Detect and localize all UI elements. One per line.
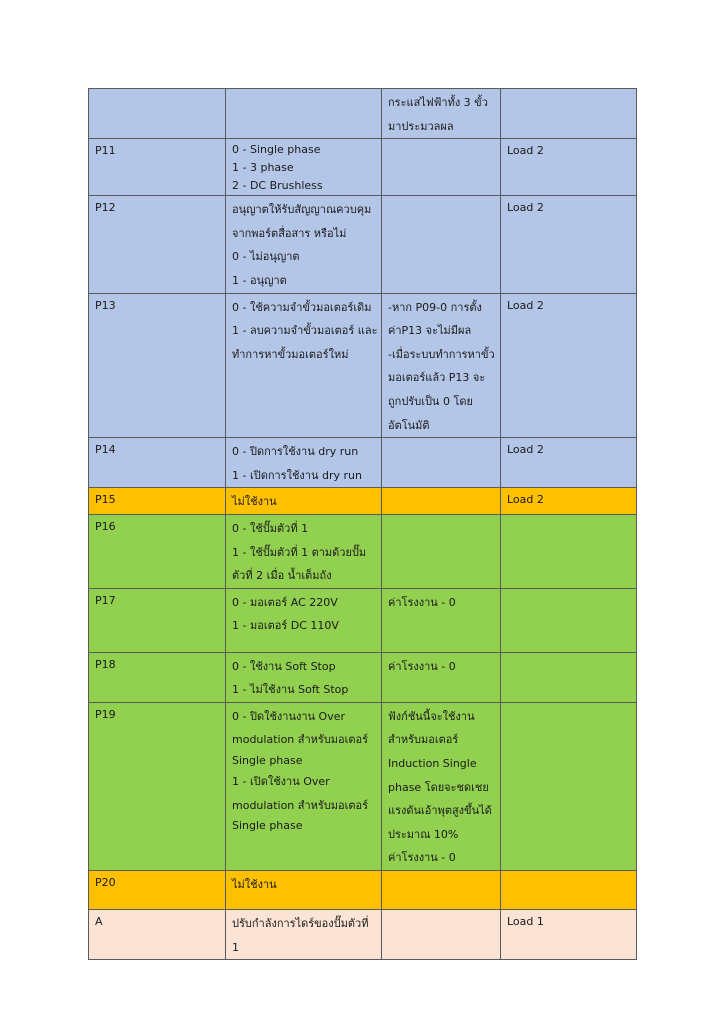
description-line: 0 - ใช้ปั๊มตัวที่ 1: [232, 521, 309, 535]
table-row: [89, 588, 637, 652]
parameter-id: P18: [95, 657, 116, 671]
description-line: ทำการหาขั้วมอเตอร์ใหม่: [232, 347, 349, 361]
parameter-id: P19: [95, 707, 116, 721]
description-line: modulation สำหรับมอเตอร์: [232, 733, 369, 747]
load-label: Load 2: [507, 493, 544, 507]
load-cell: [501, 910, 637, 960]
description-line: 1 - ลบความจำขั้วมอเตอร์ และ: [232, 324, 378, 338]
load-label: [507, 91, 630, 92]
note-cell: [382, 488, 501, 515]
description-line: 1 - เปิดการใช้งาน dry run: [232, 468, 362, 482]
parameter-id: P14: [95, 443, 116, 457]
description-cell: [226, 293, 382, 438]
load-cell: [501, 514, 637, 588]
note-line: อัตโนมัติ: [388, 418, 430, 432]
load-cell: [501, 196, 637, 293]
parameter-id: P17: [95, 593, 116, 607]
parameter-id: P13: [95, 298, 116, 312]
description-line: 0 - ใช้งาน Soft Stop: [232, 659, 336, 673]
load-cell: [501, 89, 637, 139]
parameter-id-cell: [89, 488, 226, 515]
description-line: Single phase: [232, 754, 303, 768]
description-line: 0 - มอเตอร์ AC 220V: [232, 595, 338, 609]
description-line: 1 - อนุญาต: [232, 273, 287, 287]
note-line: มาประมวลผล: [388, 119, 454, 133]
note-cell: [382, 89, 501, 139]
load-cell: [501, 293, 637, 438]
table-row: [89, 488, 637, 515]
parameter-id-cell: [89, 196, 226, 293]
description-cell: [226, 514, 382, 588]
description-line: ไม่ใช้งาน: [232, 878, 277, 892]
description-line: 2 - DC Brushless: [232, 179, 323, 193]
parameter-id-cell: [89, 702, 226, 870]
table-row: [89, 652, 637, 702]
load-cell: [501, 652, 637, 702]
description-line: Single phase: [232, 819, 303, 833]
parameter-id: P11: [95, 144, 116, 158]
description-cell: [226, 588, 382, 652]
description-line: modulation สำหรับมอเตอร์: [232, 798, 369, 812]
note-cell: [382, 652, 501, 702]
parameter-id-cell: [89, 588, 226, 652]
description-line: 0 - Single phase: [232, 143, 321, 157]
load-label: Load 1: [507, 915, 544, 929]
parameter-id: P16: [95, 519, 116, 533]
load-cell: [501, 871, 637, 910]
note-cell: [382, 910, 501, 960]
note-line: มอเตอร์แล้ว P13 จะ: [388, 371, 486, 385]
note-cell: [382, 514, 501, 588]
note-line: phase โดยจะชดเชย: [388, 780, 489, 794]
load-label: [507, 591, 630, 592]
load-cell: [501, 438, 637, 488]
description-line: อนุญาตให้รับสัญญาณควบคุม: [232, 203, 372, 217]
parameter-id-cell: [89, 871, 226, 910]
parameter-id-cell: [89, 89, 226, 139]
note-line: -หาก P09-0 การตั้ง: [388, 300, 482, 314]
note-cell: [382, 702, 501, 870]
note-line: ค่าP13 จะไม่มีผล: [388, 324, 472, 338]
note-cell: [382, 438, 501, 488]
description-cell: [226, 910, 382, 960]
note-cell: [382, 871, 501, 910]
description-line: ไม่ใช้งาน: [232, 495, 277, 509]
description-line: 0 - ใช้ความจำขั้วมอเตอร์เดิม: [232, 300, 372, 314]
description-cell: [226, 652, 382, 702]
description-line: 1 - 3 phase: [232, 161, 294, 175]
description-line: 0 - ปิดใช้งานงาน Over: [232, 709, 346, 723]
table-row: [89, 438, 637, 488]
load-label: [507, 873, 630, 874]
parameter-id: [95, 91, 219, 92]
description-cell: [226, 196, 382, 293]
description-cell: [226, 438, 382, 488]
table-row: [89, 89, 637, 139]
load-cell: [501, 139, 637, 196]
load-label: [507, 705, 630, 706]
note-line: ค่าโรงงาน - 0: [388, 851, 456, 865]
note-line: ประมาณ 10%: [388, 827, 459, 841]
note-line: ถูกปรับเป็น 0 โดย: [388, 394, 473, 408]
load-cell: [501, 702, 637, 870]
table-row: [89, 871, 637, 910]
note-line: แรงดันเอ้าพุตสูงขึ้นได้: [388, 804, 492, 818]
description-line: ปรับกำลังการไดร์ของปั๊มตัวที่: [232, 917, 369, 931]
note-line: กระแสไฟฟ้าทั้ง 3 ขั้ว: [388, 96, 488, 109]
load-label: Load 2: [507, 144, 544, 158]
table-row: [89, 293, 637, 438]
description-line: 0 - ปิดการใช้งาน dry run: [232, 445, 359, 459]
parameter-id: P20: [95, 876, 116, 890]
parameter-table: [88, 88, 637, 960]
description-line: 1 - มอเตอร์ DC 110V: [232, 619, 339, 633]
description-line: 1 - ไม่ใช้งาน Soft Stop: [232, 683, 349, 697]
parameter-id-cell: [89, 293, 226, 438]
load-label: [507, 655, 630, 656]
parameter-id-cell: [89, 438, 226, 488]
note-cell: [382, 139, 501, 196]
note-line: -เมื่อระบบทำการหาขั้ว: [388, 347, 495, 361]
description-cell: [226, 871, 382, 910]
description-line: ตัวที่ 2 เมื่อ น้ำเต็มถัง: [232, 569, 332, 583]
description-line: 1 - ใช้ปั๊มตัวที่ 1 ตามด้วยปั๊ม: [232, 545, 367, 559]
description-line: จากพอร์ตสื่อสาร หรือไม่: [232, 226, 347, 240]
load-label: Load 2: [507, 298, 544, 312]
note-cell: [382, 196, 501, 293]
load-label: [507, 517, 630, 518]
table-row: [89, 702, 637, 870]
note-line: ฟังก์ชันนี้จะใช้งาน: [388, 709, 475, 723]
description-line: 1 - เปิดใช้งาน Over: [232, 775, 330, 789]
note-line: Induction Single: [388, 757, 477, 771]
parameter-id-cell: [89, 139, 226, 196]
table-row: [89, 514, 637, 588]
parameter-id-cell: [89, 910, 226, 960]
parameter-id-cell: [89, 652, 226, 702]
note-line: ค่าโรงงาน - 0: [388, 659, 456, 673]
table-row: [89, 196, 637, 293]
note-cell: [382, 293, 501, 438]
load-label: Load 2: [507, 201, 544, 215]
note-line: สำหรับมอเตอร์: [388, 733, 459, 747]
description-line: 1: [232, 940, 239, 954]
parameter-id: A: [95, 915, 103, 929]
note-cell: [382, 588, 501, 652]
description-cell: [226, 702, 382, 870]
parameter-id-cell: [89, 514, 226, 588]
description-line: 0 - ไม่อนุญาต: [232, 250, 300, 264]
table-row: [89, 910, 637, 960]
load-cell: [501, 588, 637, 652]
load-cell: [501, 488, 637, 515]
description-cell: [226, 139, 382, 196]
description-cell: [226, 89, 382, 139]
load-label: Load 2: [507, 443, 544, 457]
parameter-id: P12: [95, 201, 116, 215]
note-line: ค่าโรงงาน - 0: [388, 595, 456, 609]
description-cell: [226, 488, 382, 515]
parameter-id: P15: [95, 493, 116, 507]
table-row: [89, 139, 637, 196]
